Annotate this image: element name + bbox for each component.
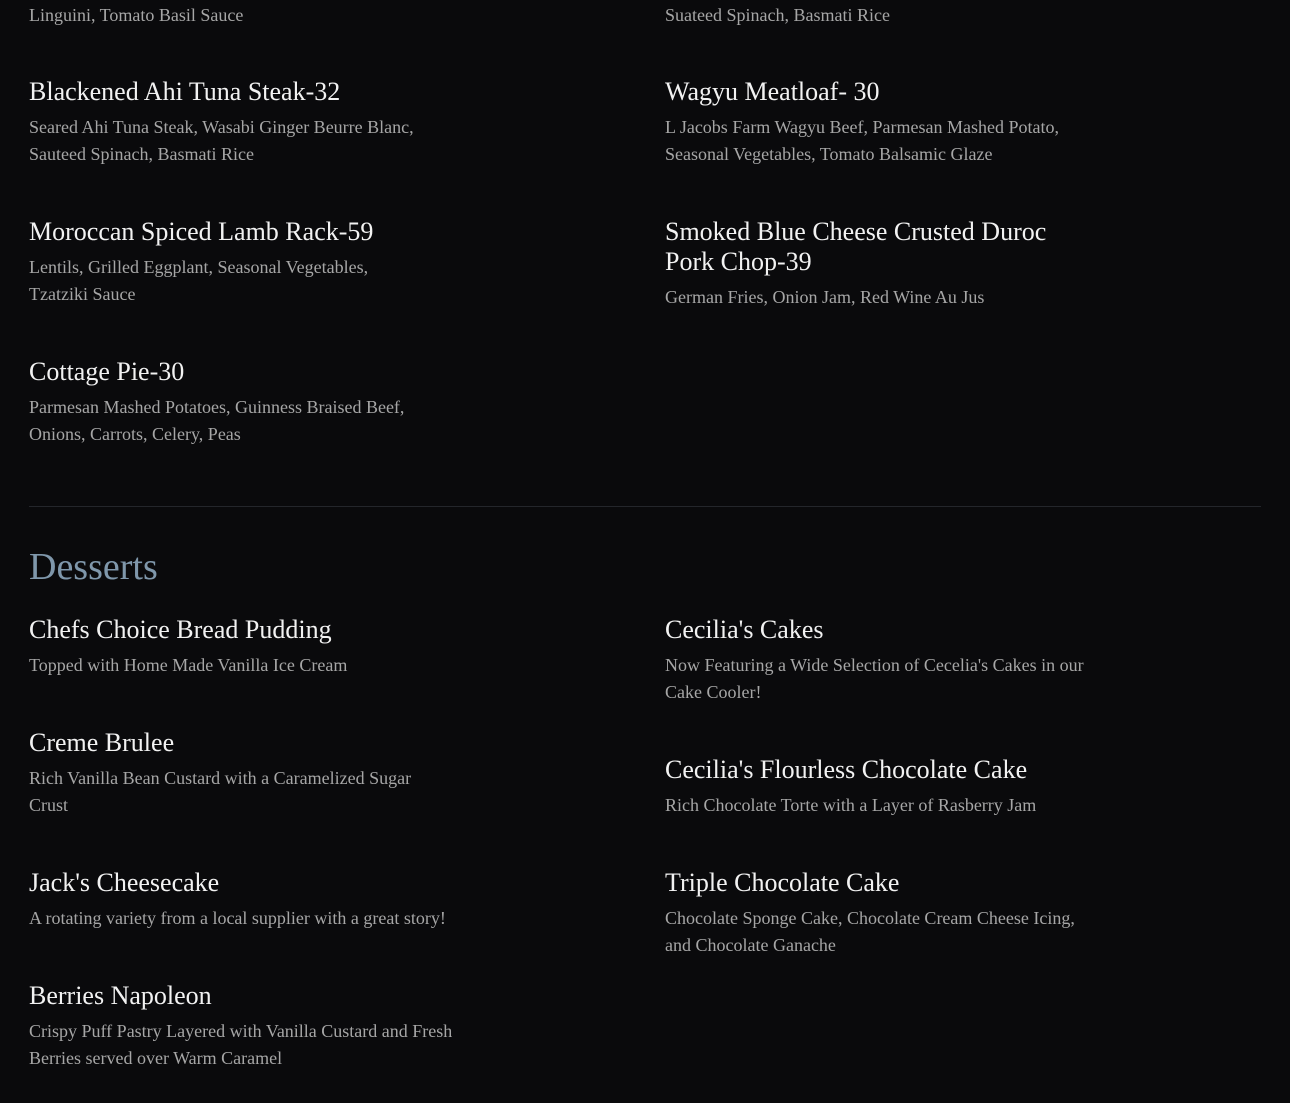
menu-item-description: L Jacobs Farm Wagyu Beef, Parmesan Mashed Potato, Seasonal Vegetables, Tomato Balsamic Glaze <box>665 117 1059 164</box>
menu-item <box>665 217 1065 311</box>
menu-item-description: Rich Vanilla Bean Custard with a Caramelized Sugar Crust <box>29 768 412 815</box>
menu-item <box>665 868 1105 959</box>
menu-item-title: Blackened Ahi Tuna Steak-32 <box>29 77 341 106</box>
section-heading-desserts: Desserts <box>29 546 158 588</box>
menu-item-description: Lentils, Grilled Eggplant, Seasonal Vegetables, Tzatziki Sauce <box>29 257 369 304</box>
section-divider <box>29 506 1261 507</box>
menu-item-description: Crispy Puff Pastry Layered with Vanilla Custard and Fresh Berries served over Warm Caramel <box>29 1021 453 1068</box>
menu-item-title: Jack's Cheesecake <box>29 868 220 897</box>
menu-item-description: Now Featuring a Wide Selection of Cecelia's Cakes in our Cake Cooler! <box>665 655 1084 702</box>
menu-item-description: Suateed Spinach, Basmati Rice <box>665 5 890 25</box>
menu-item-description: Parmesan Mashed Potatoes, Guinness Braised Beef, Onions, Carrots, Celery, Peas <box>29 397 405 444</box>
menu-item-description: Seared Ahi Tuna Steak, Wasabi Ginger Beurre Blanc, Sauteed Spinach, Basmati Rice <box>29 117 414 164</box>
menu-item-title: Chefs Choice Bread Pudding <box>29 615 332 644</box>
menu-item-description: German Fries, Onion Jam, Red Wine Au Jus <box>665 287 985 307</box>
menu-item-title: Moroccan Spiced Lamb Rack-59 <box>29 217 374 246</box>
menu-item-description: Rich Chocolate Torte with a Layer of Rasberry Jam <box>665 795 1037 815</box>
menu-item-title: Cecilia's Flourless Chocolate Cake <box>665 755 1028 784</box>
menu-item <box>29 217 399 308</box>
menu-item-description: Topped with Home Made Vanilla Ice Cream <box>29 655 348 675</box>
menu-item <box>665 77 1085 168</box>
menu-item-title: Cottage Pie-30 <box>29 357 185 386</box>
menu-item-description: Linguini, Tomato Basil Sauce <box>29 5 244 25</box>
menu-item <box>29 357 439 448</box>
menu-item-description: Chocolate Sponge Cake, Chocolate Cream Cheese Icing, and Chocolate Ganache <box>665 908 1075 955</box>
menu-item-title: Berries Napoleon <box>29 981 212 1010</box>
menu-item <box>29 728 419 819</box>
menu-item-title: Smoked Blue Cheese Crusted Duroc Pork Chop-39 <box>665 217 1047 276</box>
menu-item <box>665 755 1110 819</box>
menu-item <box>29 868 499 932</box>
menu-item-title: Cecilia's Cakes <box>665 615 824 644</box>
menu-item <box>29 981 469 1072</box>
menu-item-title: Wagyu Meatloaf- 30 <box>665 77 880 106</box>
menu-item-description: A rotating variety from a local supplier with a great story! <box>29 908 446 928</box>
menu-item <box>29 77 449 168</box>
menu-item-title: Creme Brulee <box>29 728 175 757</box>
menu-item <box>665 615 1110 706</box>
menu-item <box>29 615 479 679</box>
menu-item-title: Triple Chocolate Cake <box>665 868 900 897</box>
